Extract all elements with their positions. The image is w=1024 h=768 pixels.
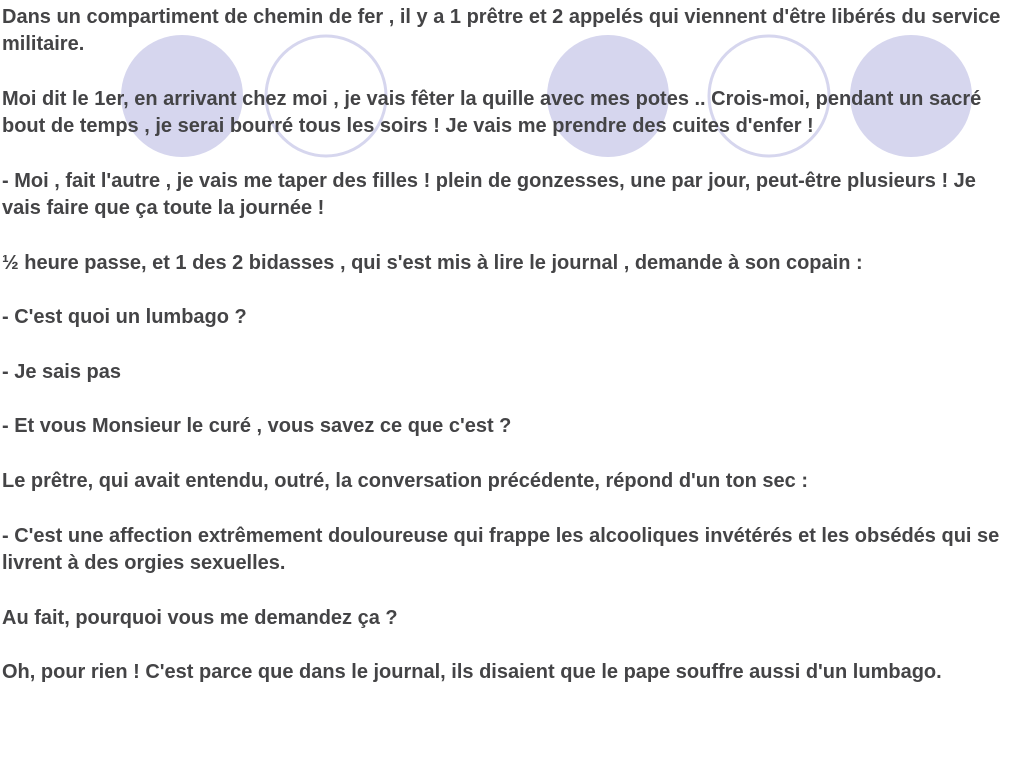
paragraph-ask-priest: - Et vous Monsieur le curé , vous savez ce que c'est ? — [2, 415, 512, 438]
paragraph-intro: Dans un compartiment de chemin de fer , il y a 1 prêtre et 2 appelés qui viennent d'être libérés du service militaire. — [2, 6, 1001, 56]
paragraph-why-ask: Au fait, pourquoi vous me demandez ça ? — [2, 606, 398, 629]
paragraph-dont-know: - Je sais pas — [2, 360, 121, 383]
story-text — [2, 4, 1002, 686]
paragraph-second-soldier: - Moi , fait l'autre , je vais me taper des filles ! plein de gonzesses, une par jour, peut-être plusieurs ! Je vais faire que ça toute la journée ! — [2, 169, 976, 220]
paragraph-punchline: Oh, pour rien ! C'est parce que dans le journal, ils disaient que le pape souffre aussi d'un lumbago. — [2, 661, 942, 684]
paragraph-half-hour: ½ heure passe, et 1 des 2 bidasses , qui s'est mis à lire le journal , demande à son copain : — [2, 251, 863, 274]
paragraph-question-lumbago: - C'est quoi un lumbago ? — [2, 306, 247, 329]
paragraph-priest-replies: Le prêtre, qui avait entendu, outré, la conversation précédente, répond d'un ton sec : — [2, 470, 809, 493]
paragraph-first-soldier: Moi dit le 1er, en arrivant chez moi , je vais fêter la quille avec mes potes .. Crois-moi, pendant un sacré bout de temps , je serai bourré tous les soirs ! Je vais me prendre des cuites d'enfer ! — [2, 87, 982, 138]
paragraph-definition: - C'est une affection extrêmement douloureuse qui frappe les alcooliques invétérés et les obsédés qui se livrent à des orgies sexuelles. — [2, 524, 1000, 574]
